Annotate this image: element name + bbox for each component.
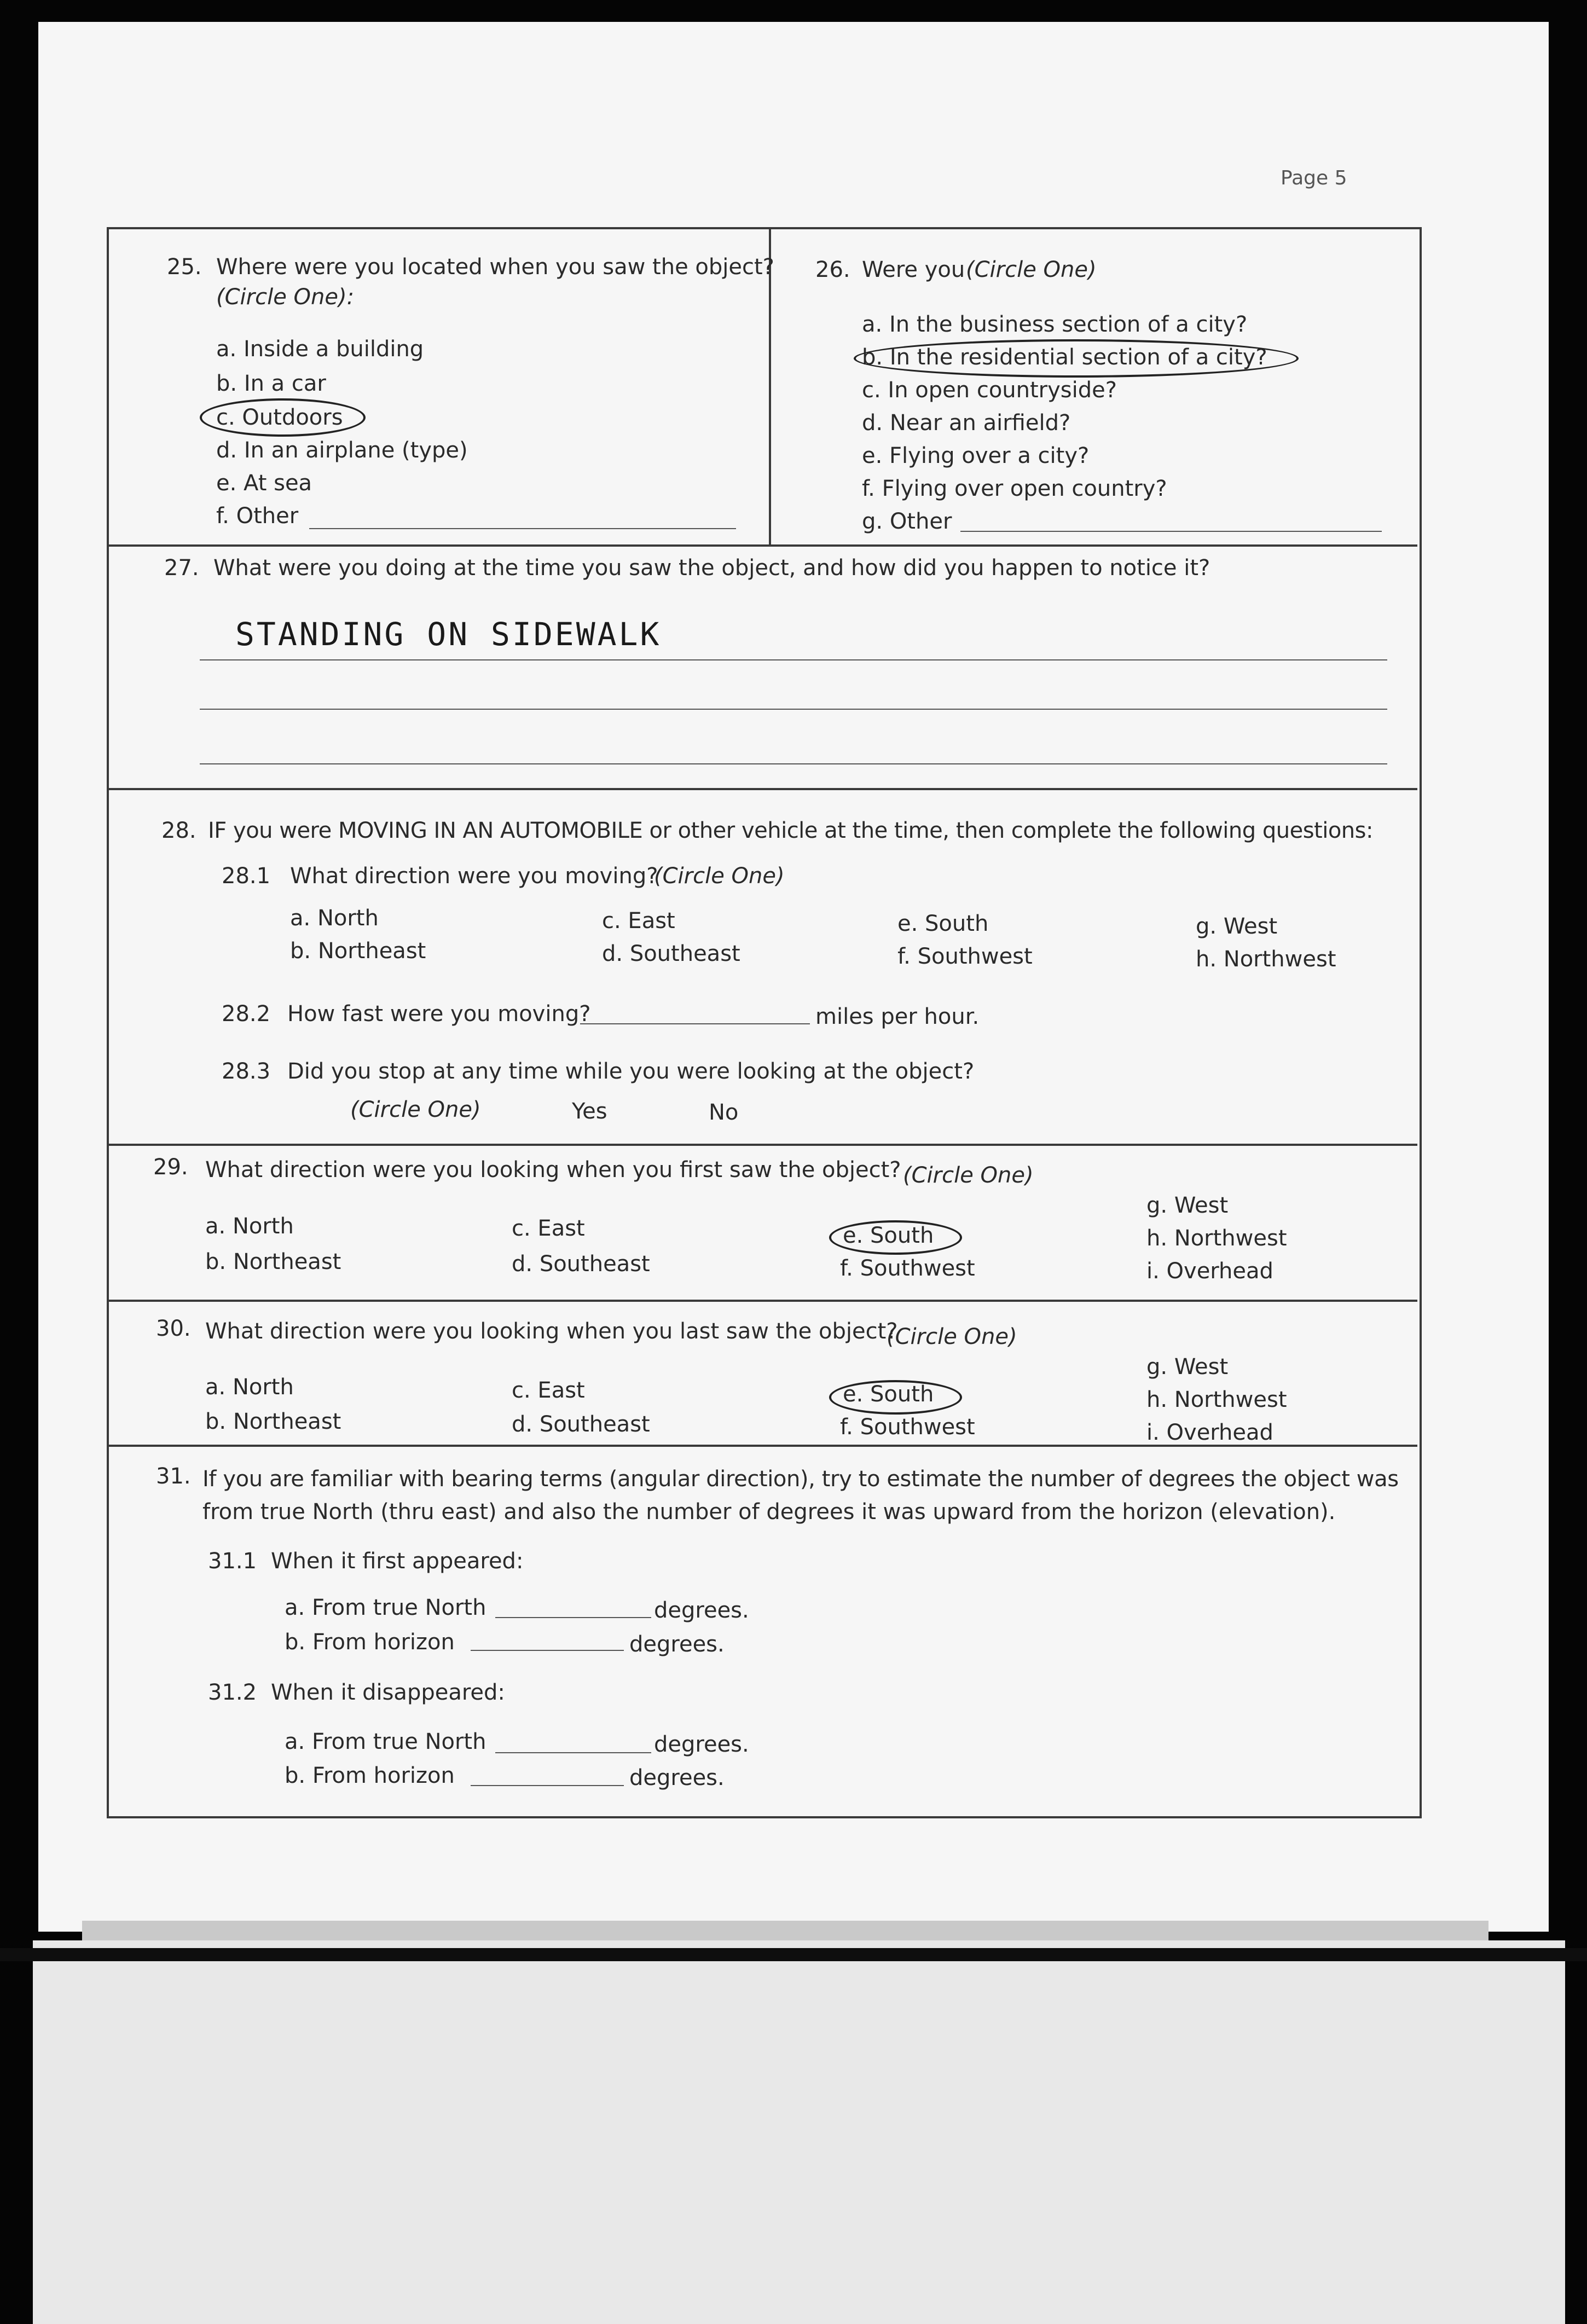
q31-2-number: 31.2 [208,1680,257,1705]
q25-option-f[interactable]: f. Other [216,503,299,529]
q28-1-option-a[interactable]: a. North [290,906,379,931]
q29-option-g[interactable]: g. West [1146,1193,1229,1218]
q26-number: 26. [815,257,850,282]
q28-1-option-b[interactable]: b. Northeast [290,938,426,964]
q31-2-a: a. From true North [285,1729,486,1754]
q31-1-a: a. From true North [285,1595,486,1620]
q26-option-b[interactable]: b. In the residential section of a city? [862,345,1267,370]
q31-2-a-unit: degrees. [654,1732,749,1757]
q25-text: Where were you located when you saw the object? [216,254,774,280]
q28-3-number: 28.3 [222,1059,271,1084]
q27-handwritten-answer: STANDING ON SIDEWALK [235,616,662,653]
q26-answer-circle [854,339,1299,378]
q31-number: 31. [156,1464,191,1489]
row-divider-27 [107,544,1417,547]
q28-1-number: 28.1 [222,863,271,889]
q30-instruction: (Circle One) [887,1324,1017,1349]
q28-3-instruction: (Circle One) [350,1097,481,1122]
q30-option-c[interactable]: c. East [512,1378,585,1403]
q29-text: What direction were you looking when you first saw the object? [205,1157,901,1183]
q31-1-heading: When it first appeared: [271,1549,524,1574]
q30-answer-circle [829,1380,962,1415]
q29-instruction: (Circle One) [903,1163,1034,1188]
q30-option-e[interactable]: e. South [843,1382,934,1407]
q31-2-a-blank[interactable] [495,1752,651,1753]
q26-text: Were you [862,257,965,282]
q28-1-option-f[interactable]: f. Southwest [897,944,1033,969]
q29-option-a[interactable]: a. North [205,1214,294,1239]
q28-3-no[interactable]: No [709,1100,739,1125]
page-gap [0,1948,1587,1961]
q28-2-text: How fast were you moving? [287,1001,591,1027]
q30-option-h[interactable]: h. Northwest [1146,1387,1287,1412]
q29-option-e[interactable]: e. South [843,1223,934,1248]
q29-option-d[interactable]: d. Southeast [512,1251,650,1277]
q26-option-e[interactable]: e. Flying over a city? [862,443,1090,468]
q28-1-option-h[interactable]: h. Northwest [1196,947,1336,972]
q28-2-speed-blank[interactable] [580,1023,810,1024]
q25-other-blank[interactable] [309,528,736,529]
q25-option-d[interactable]: d. In an airplane (type) [216,438,468,463]
row-divider-30 [107,1300,1417,1302]
q28-1-option-e[interactable]: e. South [897,911,989,936]
q31-2-b-unit: degrees. [629,1765,725,1790]
q26-option-c[interactable]: c. In open countryside? [862,378,1117,403]
q31-2-heading: When it disappeared: [271,1680,505,1705]
q28-1-option-g[interactable]: g. West [1196,914,1278,939]
q27-answer-line-2[interactable] [200,709,1387,710]
q29-option-b[interactable]: b. Northeast [205,1249,341,1274]
q30-text: What direction were you looking when you last saw the object? [205,1319,898,1344]
q31-1-b: b. From horizon [285,1630,455,1655]
q31-1-b-blank[interactable] [471,1650,624,1651]
q25-option-c[interactable]: c. Outdoors [216,405,343,430]
q28-1-text: What direction were you moving? [290,863,658,889]
row-divider-28 [107,788,1417,790]
q25-option-b[interactable]: b. In a car [216,371,326,396]
q28-3-yes[interactable]: Yes [572,1099,607,1124]
q25-option-e[interactable]: e. At sea [216,471,312,496]
q27-answer-line-3[interactable] [200,763,1387,764]
q30-option-a[interactable]: a. North [205,1375,294,1400]
q28-2-number: 28.2 [222,1001,271,1027]
q29-option-f[interactable]: f. Southwest [840,1256,975,1281]
q26-option-a[interactable]: a. In the business section of a city? [862,312,1248,337]
q29-number: 29. [153,1155,188,1180]
q28-3-text: Did you stop at any time while you were looking at the object? [287,1059,975,1084]
q27-text: What were you doing at the time you saw the object, and how did you happen to notice it? [213,555,1210,581]
q30-number: 30. [156,1316,191,1341]
q31-text-line-1: If you are familiar with bearing terms (angular direction), try to estimate the number of degrees the object was [202,1467,1399,1492]
page-number: Page 5 [1281,167,1347,189]
q31-1-b-unit: degrees. [629,1632,725,1657]
q28-1-option-c[interactable]: c. East [602,908,675,934]
q28-number: 28. [161,818,196,843]
q25-instruction: (Circle One): [216,285,355,310]
row-divider-29 [107,1144,1417,1146]
q29-option-i[interactable]: i. Overhead [1146,1259,1273,1284]
q30-option-i[interactable]: i. Overhead [1146,1420,1273,1445]
q30-option-d[interactable]: d. Southeast [512,1412,650,1437]
q29-option-c[interactable]: c. East [512,1216,585,1241]
q30-option-b[interactable]: b. Northeast [205,1409,341,1434]
q26-option-d[interactable]: d. Near an airfield? [862,410,1071,436]
q28-1-option-d[interactable]: d. Southeast [602,941,740,966]
q25-answer-circle [200,398,366,437]
q30-option-g[interactable]: g. West [1146,1354,1229,1380]
q31-1-a-unit: degrees. [654,1598,749,1623]
q26-other-blank[interactable] [960,531,1382,532]
q28-2-unit: miles per hour. [815,1004,980,1029]
q26-option-f[interactable]: f. Flying over open country? [862,476,1167,501]
q27-answer-line-1[interactable] [200,659,1387,660]
q25-option-a[interactable]: a. Inside a building [216,337,424,362]
q29-answer-circle [829,1220,962,1255]
q28-1-instruction: (Circle One) [654,863,785,889]
q28-text: IF you were MOVING IN AN AUTOMOBILE or other vehicle at the time, then complete the following questions: [208,818,1373,843]
q27-number: 27. [164,555,199,581]
q31-1-number: 31.1 [208,1549,257,1574]
q31-text-line-2: from true North (thru east) and also the number of degrees it was upward from the horizon (elevation). [202,1499,1336,1525]
q26-instruction: (Circle One) [966,257,1097,282]
q26-option-g[interactable]: g. Other [862,509,952,534]
q31-2-b: b. From horizon [285,1763,455,1788]
page-shadow [82,1921,1488,1940]
background-sheet [33,1940,1565,2324]
q25-number: 25. [167,254,202,280]
q31-2-b-blank[interactable] [471,1785,624,1786]
q31-1-a-blank[interactable] [495,1617,651,1618]
q29-option-h[interactable]: h. Northwest [1146,1226,1287,1251]
q30-option-f[interactable]: f. Southwest [840,1415,975,1440]
